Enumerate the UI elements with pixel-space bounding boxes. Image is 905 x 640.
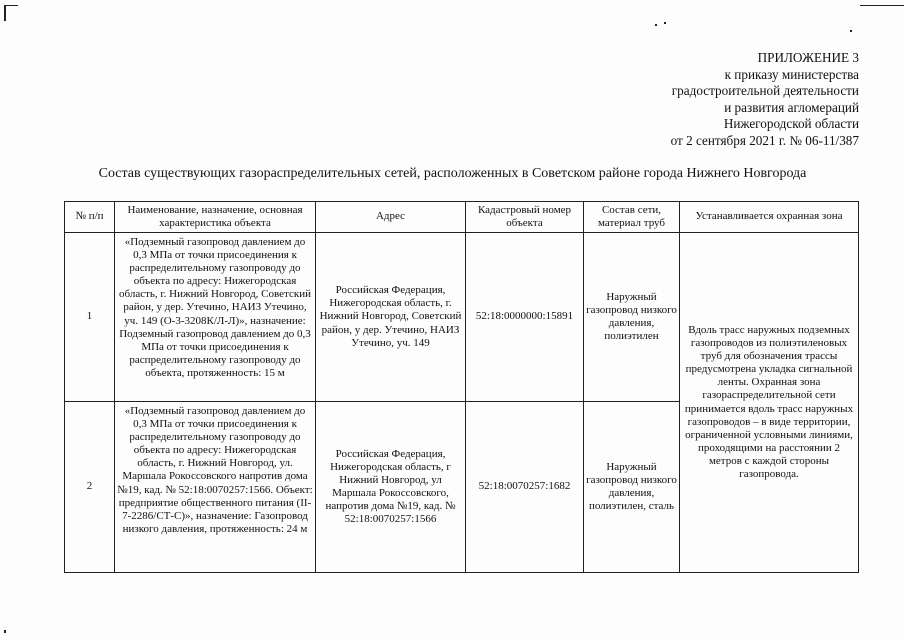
header-line: и развития агломераций [724, 99, 859, 115]
scan-dust [4, 630, 6, 633]
cadastral-number: 52:18:0000000:15891 [466, 233, 584, 402]
header-line: к приказу министерства [724, 66, 859, 82]
scan-corner-mark [4, 5, 6, 21]
document-title: Состав существующих газораспределительных сетей, расположенных в Советском районе города Нижнего Новгорода [98, 166, 807, 181]
scan-edge-line [860, 5, 904, 6]
row-number: 2 [65, 402, 115, 573]
appendix-header [529, 50, 859, 150]
scan-corner-mark [4, 5, 18, 6]
header-line: Нижегородской области [723, 116, 859, 132]
column-header-number: № п/п [65, 202, 115, 233]
table-row [65, 233, 859, 402]
table-header-row [65, 202, 859, 233]
column-header-address: Адрес [316, 202, 466, 233]
column-header-cadastral: Кадастровый номер объекта [466, 202, 584, 233]
scan-dust [664, 22, 666, 24]
column-header-description: Наименование, назначение, основная характеристика объекта [115, 202, 316, 233]
cadastral-number: 52:18:0070257:1682 [466, 402, 584, 573]
object-description: «Подземный газопровод давлением до 0,3 МПа от точки присоединения к распределительному газопроводу до объекта по адресу: Нижегородская область, г. Нижний Новгород, ул. Маршала Рокоссовского напротив дома №19, кад. № 52:18:0070257:1566. Объект: предприятие общественного питания (II-7-2286/СТ-С)», назначение: Газопровод низкого давления, протяженность: 24 м [115, 402, 316, 573]
protection-zone: Вдоль трасс наружных подземных газопроводов из полиэтиленовых труб для обозначения трассы предусмотрена укладка сигнальной ленты. Охранная зона газораспределительной сети принимается вдоль трасс наружных газопроводов – в виде территории, ограниченной условными линиями, проходящими на расстоянии 2 метров с каждой стороны газопровода. [680, 233, 859, 573]
network-composition: Наружный газопровод низкого давления, полиэтилен, сталь [584, 402, 680, 573]
header-line: от 2 сентября 2021 г. № 06-11/387 [670, 132, 859, 148]
network-composition: Наружный газопровод низкого давления, полиэтилен [584, 233, 680, 402]
row-number: 1 [65, 233, 115, 402]
object-address: Российская Федерация, Нижегородская область, г Нижний Новгород, ул Маршала Рокоссовского, напротив дома №19, кад. № 52:18:0070257:1566 [316, 402, 466, 573]
header-line: градостроительной деятельности [671, 83, 859, 99]
gas-network-table [64, 201, 859, 573]
header-line: ПРИЛОЖЕНИЕ 3 [757, 50, 859, 65]
scan-dust [655, 24, 657, 26]
column-header-zone: Устанавливается охранная зона [680, 202, 859, 233]
scan-dust [850, 30, 852, 32]
object-address: Российская Федерация, Нижегородская область, г. Нижний Новгород, Советский район, у дер. Утечино, НАИЗ Утечино, уч. 149 [316, 233, 466, 402]
object-description: «Подземный газопровод давлением до 0,3 МПа от точки присоединения к распределительному газопроводу до объекта по адресу: Нижегородская область, г. Нижний Новгород, Советский район, у дер. Утечино, НАИЗ Утечино, уч. 149 (О-3-3208К/Л-Л)», назначение: Подземный газопровод давлением до 0,3 МПа от точки присоединения к распределительному газопроводу до объекта, протяженность: 15 м [115, 233, 316, 402]
column-header-network: Состав сети, материал труб [584, 202, 680, 233]
